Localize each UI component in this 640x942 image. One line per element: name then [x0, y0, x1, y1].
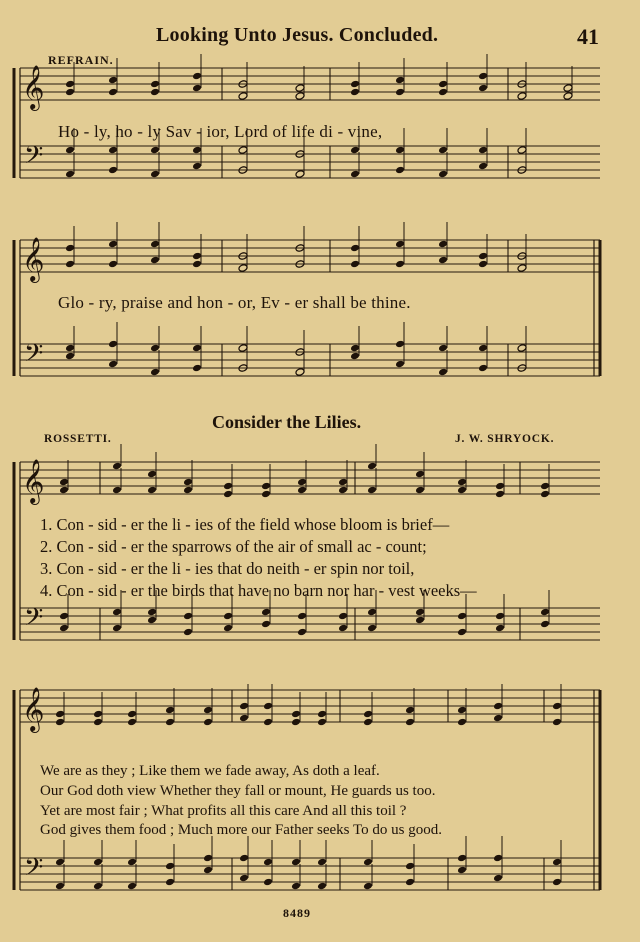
note-head	[291, 710, 301, 719]
note-head	[395, 166, 405, 175]
note-head	[552, 878, 562, 887]
composer-credit: J. W. SHRYOCK.	[455, 433, 555, 445]
note-head	[540, 482, 550, 491]
note-head	[317, 718, 327, 727]
note-head	[112, 624, 122, 633]
note-head	[192, 344, 202, 353]
note-head	[457, 478, 467, 487]
note-head	[127, 882, 137, 891]
note-head	[203, 706, 213, 715]
note-head	[165, 862, 175, 871]
verse-4-line-a: 4. Con - sid - er the birds that have no barn nor har - vest weeks—	[40, 581, 477, 600]
verse-3-line-a: 3. Con - sid - er the li - ies that do neith - er spin nor toil,	[40, 559, 415, 578]
note-head	[563, 84, 573, 93]
note-head	[405, 718, 415, 727]
note-head	[493, 854, 503, 863]
note-head	[203, 718, 213, 727]
note-head	[297, 478, 307, 487]
note-head	[317, 882, 327, 891]
note-head	[183, 478, 193, 487]
note-head	[438, 344, 448, 353]
lyric-line-1: Ho - ly, ho - ly Sav - ior, Lord of life di - vine,	[58, 122, 383, 141]
note-head	[150, 88, 160, 97]
note-head	[65, 146, 75, 155]
note-head	[478, 364, 488, 373]
treble-clef: 𝄞	[22, 459, 45, 503]
note-head	[395, 240, 405, 249]
note-head	[295, 84, 305, 93]
note-head	[297, 486, 307, 495]
note-head	[183, 612, 193, 621]
note-head	[192, 364, 202, 373]
note-head	[261, 608, 271, 617]
note-head	[438, 368, 448, 377]
note-head	[478, 260, 488, 269]
note-head	[165, 718, 175, 727]
note-head	[127, 718, 137, 727]
note-head	[93, 718, 103, 727]
verse-1-line-b: We are as they ; Like them we fade away, As doth a leaf.	[40, 763, 380, 779]
note-head	[150, 80, 160, 89]
lyric-line-2: Glo - ry, praise and hon - or, Ev - er shall be thine.	[58, 293, 411, 312]
bass-clef: 𝄢	[24, 853, 44, 888]
note-head	[478, 344, 488, 353]
note-head	[363, 882, 373, 891]
note-head	[59, 486, 69, 495]
note-head	[93, 710, 103, 719]
note-head	[405, 862, 415, 871]
note-head	[150, 344, 160, 353]
note-head	[517, 264, 527, 273]
note-head	[165, 706, 175, 715]
note-head	[457, 486, 467, 495]
note-head	[150, 146, 160, 155]
note-head	[552, 718, 562, 727]
note-head	[147, 616, 157, 625]
note-head	[147, 470, 157, 479]
note-head	[295, 92, 305, 101]
note-head	[108, 360, 118, 369]
note-head	[192, 260, 202, 269]
note-head	[405, 878, 415, 887]
note-head	[415, 486, 425, 495]
treble-clef: 𝄞	[22, 237, 45, 281]
note-head	[338, 478, 348, 487]
note-head	[223, 612, 233, 621]
note-head	[395, 76, 405, 85]
note-head	[363, 718, 373, 727]
note-head	[457, 612, 467, 621]
note-head	[540, 490, 550, 499]
verse-3-line-b: Yet are most fair ; What profits all this care And all this toil ?	[40, 803, 407, 819]
note-head	[495, 490, 505, 499]
note-head	[295, 368, 305, 377]
note-head	[350, 170, 360, 179]
note-head	[65, 244, 75, 253]
note-head	[150, 368, 160, 377]
bass-clef: 𝄢	[24, 339, 44, 374]
note-head	[495, 612, 505, 621]
note-head	[367, 624, 377, 633]
note-head	[405, 706, 415, 715]
note-head	[350, 352, 360, 361]
note-head	[367, 486, 377, 495]
note-head	[291, 718, 301, 727]
note-head	[65, 260, 75, 269]
note-head	[495, 624, 505, 633]
note-head	[93, 882, 103, 891]
note-head	[59, 612, 69, 621]
note-head	[108, 166, 118, 175]
note-head	[192, 84, 202, 93]
note-head	[147, 486, 157, 495]
note-head	[367, 462, 377, 471]
note-head	[350, 244, 360, 253]
note-head	[65, 170, 75, 179]
note-head	[350, 88, 360, 97]
note-head	[261, 490, 271, 499]
note-head	[338, 612, 348, 621]
note-head	[317, 710, 327, 719]
note-head	[55, 882, 65, 891]
note-head	[517, 344, 527, 353]
note-head	[55, 858, 65, 867]
bass-clef: 𝄢	[24, 603, 44, 638]
note-head	[150, 240, 160, 249]
note-head	[93, 858, 103, 867]
note-head	[112, 608, 122, 617]
note-head	[150, 170, 160, 179]
note-head	[457, 854, 467, 863]
note-head	[127, 710, 137, 719]
note-head	[261, 482, 271, 491]
note-head	[223, 490, 233, 499]
note-head	[238, 264, 248, 273]
note-head	[563, 92, 573, 101]
note-head	[108, 88, 118, 97]
note-head	[350, 344, 360, 353]
verse-2-line-b: Our God doth view Whether they fall or mount, He guards us too.	[40, 783, 436, 799]
note-head	[238, 344, 248, 353]
note-head	[350, 80, 360, 89]
note-head	[297, 612, 307, 621]
note-head	[192, 162, 202, 171]
note-head	[239, 874, 249, 883]
note-head	[395, 340, 405, 349]
note-head	[65, 80, 75, 89]
note-head	[65, 352, 75, 361]
note-head	[203, 854, 213, 863]
verse-2-line-a: 2. Con - sid - er the sparrows of the air of small ac - count;	[40, 537, 427, 556]
note-head	[338, 624, 348, 633]
lyricist-credit: ROSSETTI.	[44, 433, 112, 445]
note-head	[552, 702, 562, 711]
note-head	[263, 878, 273, 887]
note-head	[478, 146, 488, 155]
note-head	[363, 710, 373, 719]
note-head	[438, 256, 448, 265]
note-head	[55, 710, 65, 719]
plate-number: 8489	[283, 906, 311, 920]
note-head	[438, 240, 448, 249]
note-head	[223, 482, 233, 491]
note-head	[517, 92, 527, 101]
note-head	[478, 162, 488, 171]
note-head	[165, 878, 175, 887]
note-head	[112, 486, 122, 495]
note-head	[415, 608, 425, 617]
note-head	[147, 608, 157, 617]
verse-4-line-b: God gives them food ; Much more our Father seeks To do us good.	[40, 822, 442, 838]
treble-clef: 𝄞	[22, 65, 45, 109]
page-number: 41	[577, 24, 599, 49]
note-head	[239, 854, 249, 863]
note-head	[395, 260, 405, 269]
note-head	[65, 88, 75, 97]
note-head	[338, 486, 348, 495]
note-head	[108, 340, 118, 349]
note-head	[150, 256, 160, 265]
note-head	[192, 146, 202, 155]
note-head	[457, 718, 467, 727]
note-head	[263, 858, 273, 867]
note-head	[127, 858, 137, 867]
note-head	[478, 252, 488, 261]
note-head	[457, 628, 467, 637]
note-head	[478, 84, 488, 93]
note-head	[108, 146, 118, 155]
note-head	[493, 702, 503, 711]
note-head	[55, 718, 65, 727]
note-head	[540, 620, 550, 629]
note-head	[223, 624, 233, 633]
note-head	[238, 146, 248, 155]
note-head	[239, 714, 249, 723]
note-head	[493, 874, 503, 883]
note-head	[517, 146, 527, 155]
note-head	[552, 858, 562, 867]
note-head	[297, 628, 307, 637]
note-head	[350, 146, 360, 155]
note-head	[59, 624, 69, 633]
note-head	[183, 628, 193, 637]
note-head	[478, 72, 488, 81]
note-head	[415, 470, 425, 479]
note-head	[457, 706, 467, 715]
note-head	[183, 486, 193, 495]
note-head	[239, 702, 249, 711]
note-head	[367, 608, 377, 617]
note-head	[395, 360, 405, 369]
note-head	[203, 866, 213, 875]
note-head	[261, 620, 271, 629]
note-head	[395, 88, 405, 97]
page-title: Looking Unto Jesus. Concluded.	[156, 24, 439, 46]
note-head	[415, 616, 425, 625]
bass-clef: 𝄢	[24, 141, 44, 176]
note-head	[317, 858, 327, 867]
note-head	[238, 92, 248, 101]
note-head	[291, 858, 301, 867]
note-head	[192, 252, 202, 261]
note-head	[540, 608, 550, 617]
note-head	[192, 72, 202, 81]
note-head	[112, 462, 122, 471]
note-head	[438, 88, 448, 97]
note-head	[457, 866, 467, 875]
note-head	[59, 478, 69, 487]
note-head	[263, 702, 273, 711]
note-head	[493, 714, 503, 723]
note-head	[291, 882, 301, 891]
note-head	[108, 76, 118, 85]
note-head	[350, 260, 360, 269]
verse-1-line-a: 1. Con - sid - er the li - ies of the field whose bloom is brief—	[40, 515, 450, 534]
note-head	[108, 260, 118, 269]
note-head	[395, 146, 405, 155]
note-head	[495, 482, 505, 491]
note-head	[438, 80, 448, 89]
note-head	[438, 146, 448, 155]
refrain-label: REFRAIN.	[48, 53, 114, 67]
note-head	[295, 170, 305, 179]
note-head	[108, 240, 118, 249]
treble-clef: 𝄞	[22, 687, 45, 731]
note-head	[263, 718, 273, 727]
song-title: Consider the Lilies.	[212, 412, 362, 432]
note-head	[438, 170, 448, 179]
note-head	[65, 344, 75, 353]
note-head	[363, 858, 373, 867]
